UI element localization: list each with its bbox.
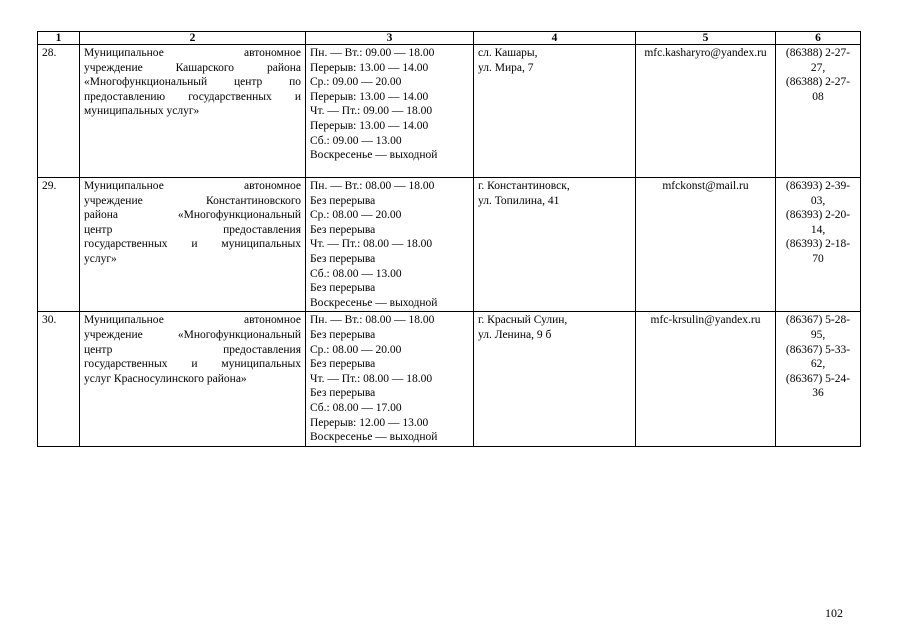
schedule-line: Сб.: 08.00 — 13.00 [310,267,402,280]
schedule-line: Воскресенье — выходной [310,149,438,162]
phone-cell [776,178,861,312]
schedule-line: Без перерыва [310,194,376,207]
phone-line: 70 [812,252,824,265]
schedule-line: Чт. — Пт.: 08.00 — 18.00 [310,238,433,251]
schedule-line: Без перерыва [310,282,376,295]
mfc-table [37,31,861,447]
phone-line: (86388) 2-27- [785,47,851,59]
schedule-line: Ср.: 08.00 — 20.00 [310,343,402,356]
phone-line: 27, [810,61,826,74]
name-line: Муниципальное автономное [84,180,301,192]
row-number: 28. [38,45,80,178]
table-row [38,312,861,446]
institution-name [80,312,306,446]
institution-name [80,178,306,312]
phone-line: (86393) 2-39- [785,180,851,192]
name-line: района «Многофункциональный [84,209,301,222]
name-line: услуг Красносулинского района» [84,372,247,385]
table-row [38,45,861,178]
phone-line: 36 [812,387,824,400]
phone-cell [776,45,861,178]
header-col-3: 3 [306,32,474,45]
address-cell [474,178,636,312]
schedule-line: Сб.: 09.00 — 13.00 [310,134,402,147]
address-line: ул. Мира, 7 [478,61,534,74]
name-line: учреждение Кашарского района [84,61,301,74]
schedule-line: Перерыв: 12.00 — 13.00 [310,416,429,429]
header-col-4: 4 [474,32,636,45]
schedule-line: Воскресенье — выходной [310,296,438,309]
name-line: «Многофункциональный центр по [84,76,301,89]
phone-line: 14, [810,223,826,236]
phone-line: (86367) 5-28- [785,314,851,327]
phone-line: 95, [810,328,826,341]
phone-line: (86393) 2-18- [785,238,851,251]
address-cell [474,45,636,178]
table-row [38,178,861,312]
address-cell [474,312,636,446]
name-line: Муниципальное автономное [84,47,301,59]
schedule-line: Без перерыва [310,252,376,265]
schedule-line: Перерыв: 13.00 — 14.00 [310,119,429,132]
name-line: государственных и муниципальных [84,358,301,371]
schedule-line: Чт. — Пт.: 08.00 — 18.00 [310,372,433,385]
name-line: государственных и муниципальных [84,238,301,251]
schedule-line: Ср.: 08.00 — 20.00 [310,209,402,222]
page-number: 102 [825,606,843,620]
schedule-line: Перерыв: 13.00 — 14.00 [310,61,429,74]
schedule-cell [306,45,474,178]
email-link[interactable]: mfckonst@mail.ru [636,178,776,312]
name-line: центр предоставления [84,343,301,356]
header-col-5: 5 [636,32,776,45]
phone-line: (86388) 2-27- [785,76,851,89]
name-line: предоставлению государственных и [84,90,301,103]
schedule-line: Ср.: 09.00 — 20.00 [310,76,402,89]
schedule-line: Без перерыва [310,328,376,341]
phone-line: 08 [812,90,824,103]
schedule-cell [306,312,474,446]
address-line: ул. Топилина, 41 [478,194,560,207]
institution-name [80,45,306,178]
header-row [38,32,861,45]
name-line: центр предоставления [84,223,301,236]
header-col-2: 2 [80,32,306,45]
schedule-line: Пн. — Вт.: 08.00 — 18.00 [310,314,435,327]
name-line: учреждение Константиновского [84,194,301,207]
name-line: услуг» [84,252,117,265]
schedule-line: Без перерыва [310,358,376,371]
address-line: ул. Ленина, 9 б [478,328,552,341]
schedule-line: Пн. — Вт.: 09.00 — 18.00 [310,47,435,59]
phone-line: (86393) 2-20- [785,209,851,222]
schedule-line: Чт. — Пт.: 09.00 — 18.00 [310,105,433,118]
schedule-cell [306,178,474,312]
schedule-line: Перерыв: 13.00 — 14.00 [310,90,429,103]
row-number: 29. [38,178,80,312]
address-line: г. Красный Сулин, [478,314,568,327]
phone-line: 62, [810,358,826,371]
address-line: сл. Кашары, [478,47,538,59]
phone-line: 03, [810,194,826,207]
name-line: муниципальных услуг» [84,105,200,118]
email-link[interactable]: mfc-krsulin@yandex.ru [636,312,776,446]
schedule-line: Пн. — Вт.: 08.00 — 18.00 [310,180,435,192]
address-line: г. Константиновск, [478,180,570,192]
schedule-line: Сб.: 08.00 — 17.00 [310,401,402,414]
phone-line: (86367) 5-33- [785,343,851,356]
phone-cell [776,312,861,446]
row-number: 30. [38,312,80,446]
name-line: учреждение «Многофункциональный [84,328,301,341]
email-link[interactable]: mfc.kasharyro@yandex.ru [636,45,776,178]
phone-line: (86367) 5-24- [785,372,851,385]
name-line: Муниципальное автономное [84,314,301,327]
schedule-line: Без перерыва [310,223,376,236]
header-col-6: 6 [776,32,861,45]
schedule-line: Без перерыва [310,387,376,400]
header-col-1: 1 [38,32,80,45]
schedule-line: Воскресенье — выходной [310,431,438,444]
